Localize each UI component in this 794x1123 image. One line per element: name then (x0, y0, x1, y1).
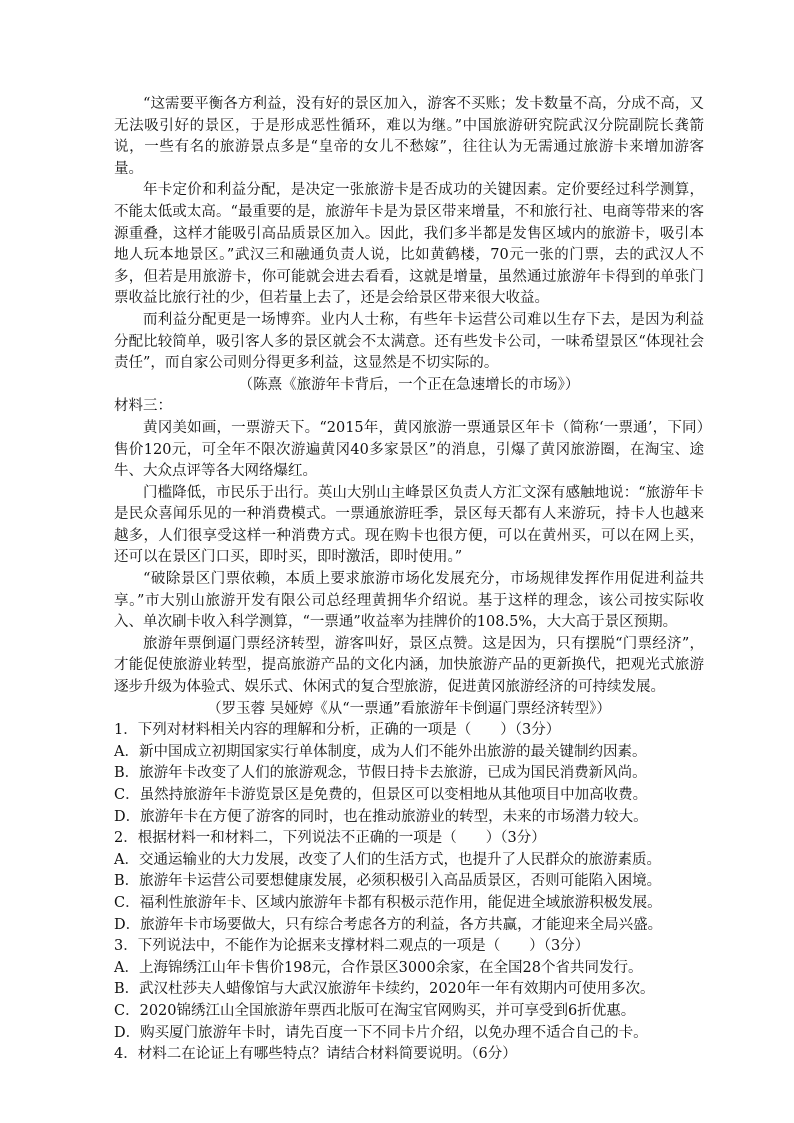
paragraph: “这需要平衡各方利益，没有好的景区加入，游客不买账；发卡数量不高，分成不高，又无法吸引好的景区，于是形成恶性循环，难以为继。”中国旅游研究院武汉分院副院长龚箭说，一些有名的旅游景点多是“皇帝的女儿不愁嫁”，往往认为无需通过旅游卡来增加游客量。 (114, 96, 704, 177)
citation: （陈熹《旅游年卡背后，一个正在急速增长的市场》） (238, 376, 580, 393)
option-b: B．武汉杜莎夫人蜡像馆与大武汉旅游年卡续约，2020年一年有效期内可使用多次。 (114, 981, 655, 998)
option-c: C．虽然持旅游年卡游览景区是免费的，但景区可以变相地从其他项目中加高收费。 (114, 787, 648, 803)
paragraph: 黄冈美如画，一票游天下。“2015年，黄冈旅游一票通景区年卡（简称‘一票通’，下同）售价120元，可全年不限次游遍黄冈40多家景区”的消息，引爆了黄冈旅游圈，在淘宝、途牛、大众点评等各大网络爆红。 (114, 419, 704, 480)
option-b: B．旅游年卡运营公司要想健康发展，必须积极引入高品质景区，否则可能陷入困境。 (114, 873, 662, 890)
paragraph: 而利益分配更是一场博弈。业内人士称，有些年卡运营公司难以生存下去，是因为利益分配比较简单，吸引客人多的景区就会不太满意。还有些发卡公司，一味希望景区“体现社会责任”，而自家公司则分得更多利益，这显然是不切实际的。 (114, 311, 704, 372)
paragraph: 年卡定价和利益分配，是决定一张旅游卡是否成功的关键因素。定价要经过科学测算，不能太低或太高。“最重要的是，旅游年卡是为景区带来增量，不和旅行社、电商等带来的客源重叠，这样才能吸引高品质景区加入。因此，我们多半都是发售区域内的旅游卡，吸引本地人玩本地景区。”武汉三和融通负责人说，比如黄鹤楼，70元一张的门票，去的武汉人不多，但若是用旅游卡，你可能就会进去看看，这就是增量，虽然通过旅游年卡得到的单张门票收益比旅行社的少，但若量上去了，还是会给景区带来很大收益。 (114, 182, 704, 307)
paragraph: “破除景区门票依赖，本质上要求旅游市场化发展充分，市场规律发挥作用促进利益共享。”市大别山旅游开发有限公司总经理黄拥华介绍说。基于这样的理念，该公司按实际收入、单次刷卡收入科学测算，“一票通”收益率为挂牌价的108.5%，大大高于景区预期。 (114, 571, 704, 631)
question-stem: 3．下列说法中，不能作为论据来支撑材料二观点的一项是（ ）（3分） (114, 938, 590, 955)
option-c: C．2020锦绣江山全国旅游年票西北版可在淘宝官网购买，并可享受到6折优惠。 (114, 1002, 636, 1019)
option-b: B．旅游年卡改变了人们的旅游观念，节假日持卡去旅游，已成为国民消费新风尚。 (114, 765, 647, 782)
paragraph: 旅游年票倒逼门票经济转型，游客叫好，景区点赞。这是因为，只有摆脱“门票经济”，才能促使旅游业转型，提高旅游产品的文化内涵，加快旅游产品的更新换代，把观光式旅游逐步升级为体验式、娱乐式、休闲式的复合型旅游，促进黄冈旅游经济的可持续发展。 (114, 635, 704, 696)
option-d: D．旅游年卡在方便了游客的同时，也在推动旅游业的转型，未来的市场潜力较大。 (114, 808, 648, 825)
option-d: D．购买厦门旅游年卡时，请先百度一下不同卡片介绍，以免办理不适合自己的卡。 (114, 1024, 648, 1041)
paragraph: 门槛降低，市民乐于出行。英山大别山主峰景区负责人方汇文深有感触地说：“旅游年卡是民众喜闻乐见的一种消费模式。一票通旅游旺季，景区每天都有人来游玩，持卡人也越来越多，人们很享受这样一种消费方式。现在购卡也很方便，可以在黄州买，可以在网上买，还可以在景区门口买，即时买，即时激活，即时使用。” (114, 484, 704, 566)
option-a: A．新中国成立初期国家实行单体制度，成为人们不能外出旅游的最关键制约因素。 (114, 743, 647, 760)
question-stem: 2．根据材料一和材料二，下列说法不正确的一项是（ ）（3分） (114, 830, 546, 847)
question-stem: 4．材料二在论证上有哪些特点？请结合材料简要说明。（6分） (114, 1046, 517, 1063)
citation: （罗玉蓉 吴娅婷《从“一票通”看旅游年卡倒逼门票经济转型》） (207, 700, 611, 717)
material-label: 材料三： (114, 398, 172, 415)
option-a: A．上海锦绣江山年卡售价198元，合作景区3000余家，在全国28个省共同发行。 (114, 959, 643, 976)
question-stem: 1．下列对材料相关内容的理解和分析，正确的一项是（ ）（3分） (114, 722, 561, 739)
option-a: A．交通运输业的大力发展，改变了人们的生活方式，也提升了人民群众的旅游素质。 (114, 851, 661, 868)
option-c: C．福利性旅游年卡、区域内旅游年卡都有积极示范作用，能促进全域旅游积极发展。 (114, 894, 662, 911)
option-d: D．旅游年卡市场要做大，只有综合考虑各方的利益，各方共赢，才能迎来全局兴盛。 (114, 916, 663, 933)
